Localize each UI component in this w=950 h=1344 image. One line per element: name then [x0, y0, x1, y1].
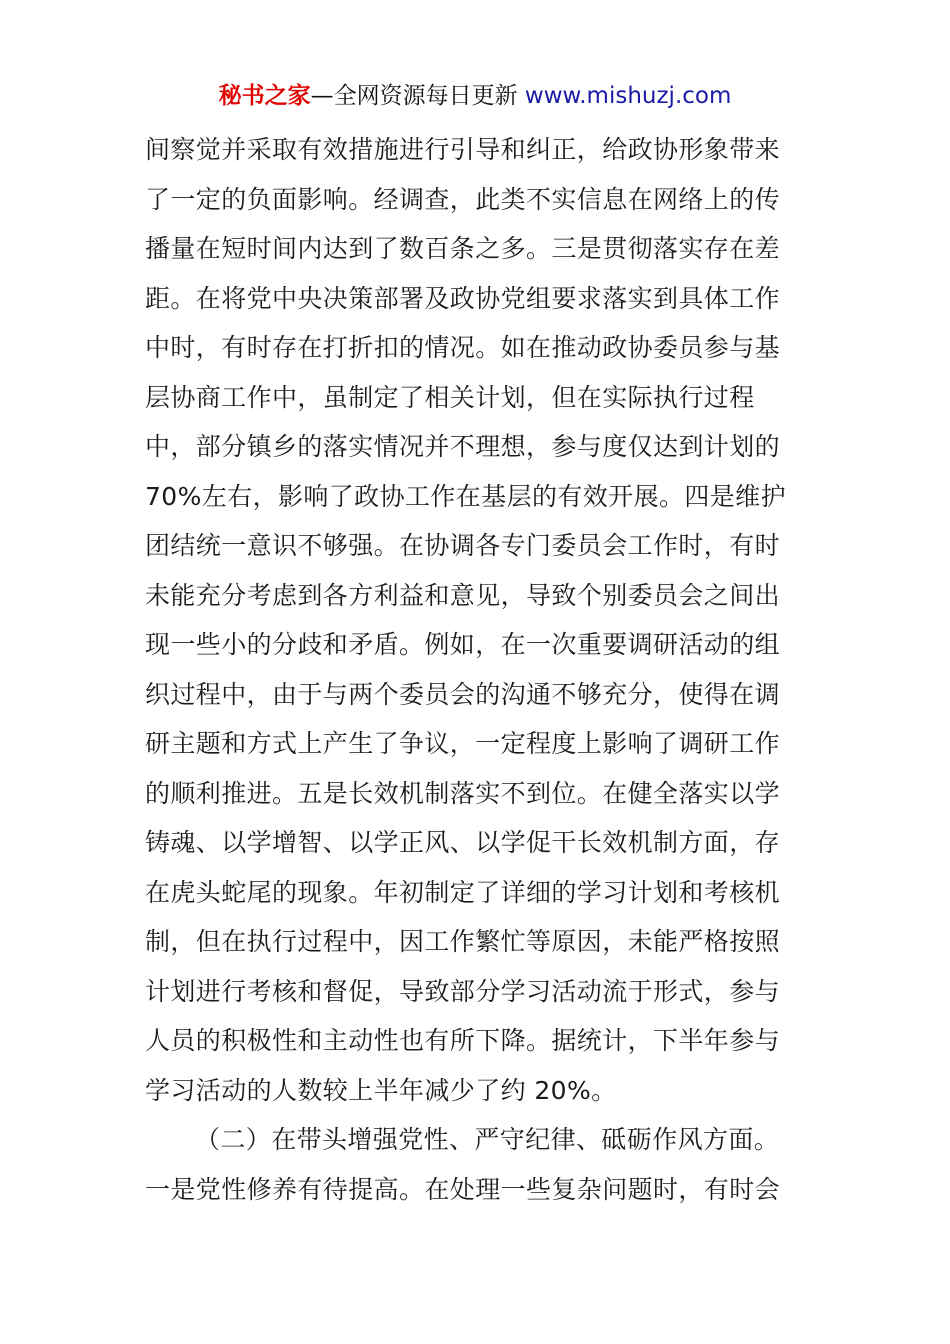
text-line: 了一定的负面影响。经调查，此类不实信息在网络上的传	[145, 184, 781, 214]
text-line: 现一些小的分歧和矛盾。例如，在一次重要调研活动的组	[145, 630, 781, 659]
text-line: 未能充分考虑到各方利益和意见，导致个别委员会之间出	[145, 580, 781, 610]
text-line: 中时，有时存在打折扣的情况。如在推动政协委员参与基	[145, 333, 781, 362]
text-line: 层协商工作中，虽制定了相关计划，但在实际执行过程	[145, 382, 755, 412]
text-line: 学习活动的人数较上半年减少了约 20%。	[145, 1075, 617, 1105]
text-line: 一是党性修养有待提高。在处理一些复杂问题时，有时会	[145, 1174, 781, 1204]
text-line: 织过程中，由于与两个委员会的沟通不够充分，使得在调	[145, 679, 781, 709]
text-line: 距。在将党中央决策部署及政协党组要求落实到具体工作	[145, 283, 781, 313]
site-tagline: —全网资源每日更新	[310, 83, 518, 109]
text-line: 铸魂、以学增智、以学正风、以学促干长效机制方面，存	[145, 828, 781, 857]
site-brand: 秘书之家	[218, 83, 311, 109]
document-body	[145, 125, 810, 1214]
text-line: 团结统一意识不够强。在协调各专门委员会工作时，有时	[145, 531, 781, 560]
text-line: 中，部分镇乡的落实情况并不理想，参与度仅达到计划的	[145, 432, 781, 461]
text-line: 在虎头蛇尾的现象。年初制定了详细的学习计划和考核机	[145, 877, 781, 907]
text-line: 的顺利推进。五是长效机制落实不到位。在健全落实以学	[145, 778, 781, 808]
text-line: 制，但在执行过程中，因工作繁忙等原因，未能严格按照	[145, 927, 781, 956]
text-line: 计划进行考核和督促，导致部分学习活动流于形式，参与	[145, 976, 781, 1006]
text-line: 人员的积极性和主动性也有所下降。据统计，下半年参与	[145, 1026, 781, 1055]
site-url-link[interactable]: www.mishuzj.com	[524, 83, 732, 109]
section-heading: （二）在带头增强党性、严守纪律、砥砺作风方面。	[195, 1125, 780, 1154]
text-line: 研主题和方式上产生了争议，一定程度上影响了调研工作	[145, 729, 781, 758]
text-line: 播量在短时间内达到了数百条之多。三是贯彻落实存在差	[145, 234, 781, 263]
text-line: 间察觉并采取有效措施进行引导和纠正，给政协形象带来	[145, 135, 781, 164]
text-line: 70%左右，影响了政协工作在基层的有效开展。四是维护	[145, 481, 786, 511]
site-header	[0, 80, 950, 112]
